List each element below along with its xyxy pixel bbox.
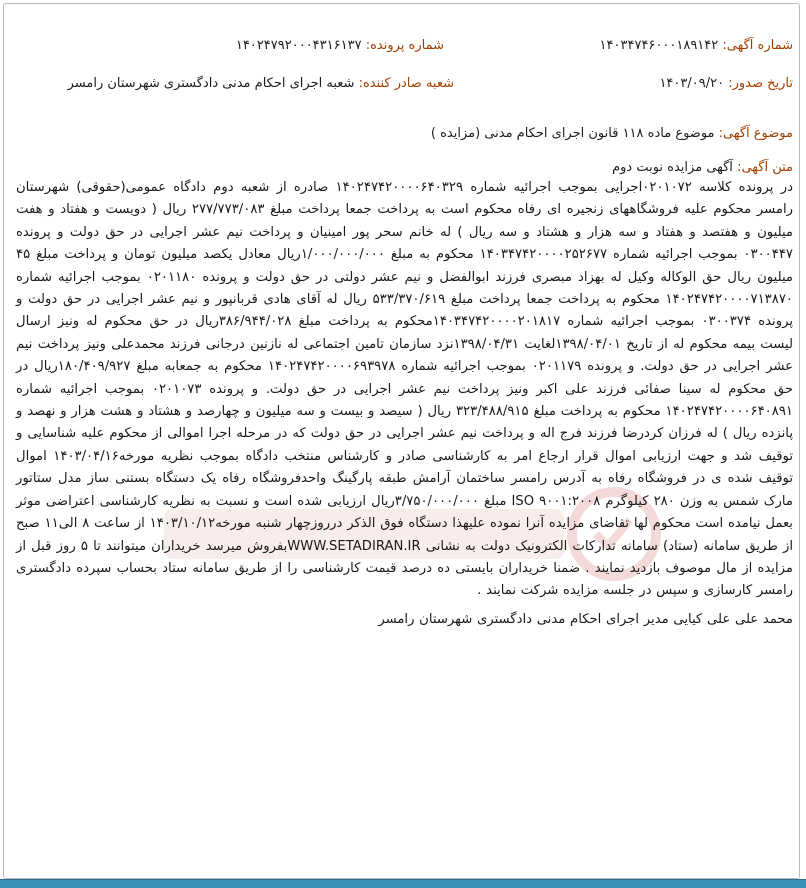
text-label: متن آگهی:: [737, 160, 793, 175]
case-number: ۱۴۰۲۴۷۹۲۰۰۰۴۳۱۶۱۳۷: [235, 38, 362, 53]
issuer-label: شعبه صادر کننده:: [358, 76, 454, 91]
signature: محمد علی علی کیایی مدیر اجرای احکام مدنی دادگستری شهرستان رامسر: [378, 611, 793, 627]
case-number-label: شماره پرونده:: [365, 38, 444, 53]
notice-paragraph: در پرونده کلاسه ۰۲۰۱۰۷۲اجرایی بموجب اجرائیه شماره ۱۴۰۲۴۷۴۲۰۰۰۰۶۴۰۳۲۹ صادره از شعبه دوم دادگاه عمومی(حقوقی) شهرستان رامسر محکوم علیه فروشگاههای زنجیره ای رفاه محکوم است به پرداخت جمعا پرداخت مبلغ ۲۷۷/۷۷۳/۰۸۳ ریال ( دویست و هفتاد و هفت میلیون و هفتصد و هفتاد و سه هزار و هشتاد و سه ریال ) له خانم سحر پور امینیان و پرداخت نیم عشر اجرایی در حق دولت و پرونده ۰۳۰۰۴۴۷ بموجب اجرائیه شماره ۱۴۰۳۴۷۴۲۰۰۰۰۲۵۲۶۷۷ محکوم به مبلغ ۱/۰۰۰/۰۰۰/۰۰۰ریال معادل یکصد میلیون تومان و پرداخت مبلغ ۴۵ میلیون ریال حق الوکاله وکیل له بهزاد مبصری فرزند ابوالفضل و نیم عشر دولتی در حق دولت و پرونده ۰۲۰۱۱۸۰ بموجب اجرائیه شماره ۱۴۰۲۴۷۴۲۰۰۰۰۷۱۳۸۷۰ محکوم به پرداخت جمعا پرداخت مبلغ ۵۳۳/۳۷۰/۶۱۹ ریال له آقای هادی قربانپور و نیم عشر اجرایی در حق دولت و پرونده ۰۳۰۰۳۷۴ بموجب اجرائیه شماره ۱۴۰۳۴۷۴۲۰۰۰۰۲۰۱۸۱۷محکوم به پرداخت مبلغ ۳۸۶/۹۴۴/۰۲۸ریال در حق محکوم له ونیز ارسال لیست بیمه محکوم له از تاریخ ۱۳۹۸/۰۴/۰۱لغایت ۱۳۹۸/۰۴/۳۱نزد سازمان تامین اجتماعی له نازنین درجانی فرزند محمدعلی ونیز پرداخت نیم عشر اجرایی در حق دولت. و پرونده ۰۲۰۱۱۷۹ بموجب اجرائیه شماره ۱۴۰۲۴۷۴۲۰۰۰۰۶۹۳۹۷۸ محکوم به جمعابه مبلغ ۱۸۰/۴۰۹/۹۲۷ریال در حق محکوم له سینا صفائی فرزند علی اکبر ونیز پرداخت نیم عشر اجرایی در حق دولت. و پرونده ۰۲۰۱۰۷۳ بموجب اجرائیه شماره ۱۴۰۲۴۷۴۲۰۰۰۰۶۴۰۸۹۱ محکوم به پرداخت مبلغ ۳۲۳/۴۸۸/۹۱۵ ریال ( سیصد و بیست و سه میلیون و چهارصد و هشتاد و هشت هزار و نهصد و پانزده ریال ) له فرزان کردرضا فرزند فرج اله و پرداخت نیم عشر اجرایی در حق دولت که در مرحله اجرا اموالی از محکوم علیه شناسایی و توقیف شد و جهت ارزیابی اموال قرار ارجاع امر به کارشناسی صادر و کارشناس منتخب دادگاه بموجب نظریه مورخه۱۴۰۳/۰۴/۱۶ اموال توقیف شده ی در فروشگاه رفاه به آدرس رامسر ساختمان آرامش طبقه پارگینگ واحدفروشگاه رفاه یک دستگاه بستنی ساز مدل ستاتور مارک شمس به وزن ۲۸۰ کیلوگرم ISO ۹۰۰۱:۲۰۰۸ مبلغ ۳/۷۵۰/۰۰۰/۰۰۰ریال ارزیابی شده است و نسبت به نظریه کارشناسی اعتراضی موثر بعمل نیامده است محکوم لها تقاضای مزایده آنرا نموده علیهذا دستگاه فوق الذکر درروزچهار شنبه مورخه۱۴۰۳/۱۰/۱۲ از ساعت ۸ الی۱۱ صبح از طریق سامانه (ستاد) سامانه تدارکات الکترونیک دولت به نشانی WWW.SETADIRAN.IRبفروش میرسد خریداران میتوانند تا ۵ روز قبل از مزایده از مال موصوف بازدید نمایند . ضمنا خریداران بایستی ده درصد قیمت کارشناسی را از طریق سامانه ستاد بحساب سپرده دادگستری رامسر کارسازی و سپس در جلسه مزایده شرکت نمایند .: [16, 180, 794, 599]
notice-number: ۱۴۰۳۴۷۴۶۰۰۰۱۸۹۱۴۲: [599, 38, 719, 53]
notice-panel: [3, 3, 800, 879]
case-number-row: [236, 37, 444, 55]
issue-date-row: [659, 75, 793, 93]
notice-number-label: شماره آگهی:: [722, 38, 793, 53]
text-title-row: [612, 159, 793, 177]
text-title: آگهی مزایده نوبت دوم: [612, 160, 733, 175]
notice-number-row: [600, 37, 793, 55]
issue-date: ۱۴۰۳/۰۹/۲۰: [659, 76, 725, 91]
issuer: شعبه اجرای احکام مدنی دادگستری شهرستان رامسر: [67, 76, 355, 91]
subject-label: موضوع آگهی:: [718, 126, 793, 141]
notice-body: [16, 177, 793, 631]
subject: موضوع ماده ۱۱۸ قانون اجرای احکام مدنی (مزایده ): [430, 126, 715, 141]
subject-row: [431, 125, 793, 143]
issuer-row: [68, 75, 454, 93]
issue-date-label: تاریخ صدور:: [728, 76, 793, 91]
